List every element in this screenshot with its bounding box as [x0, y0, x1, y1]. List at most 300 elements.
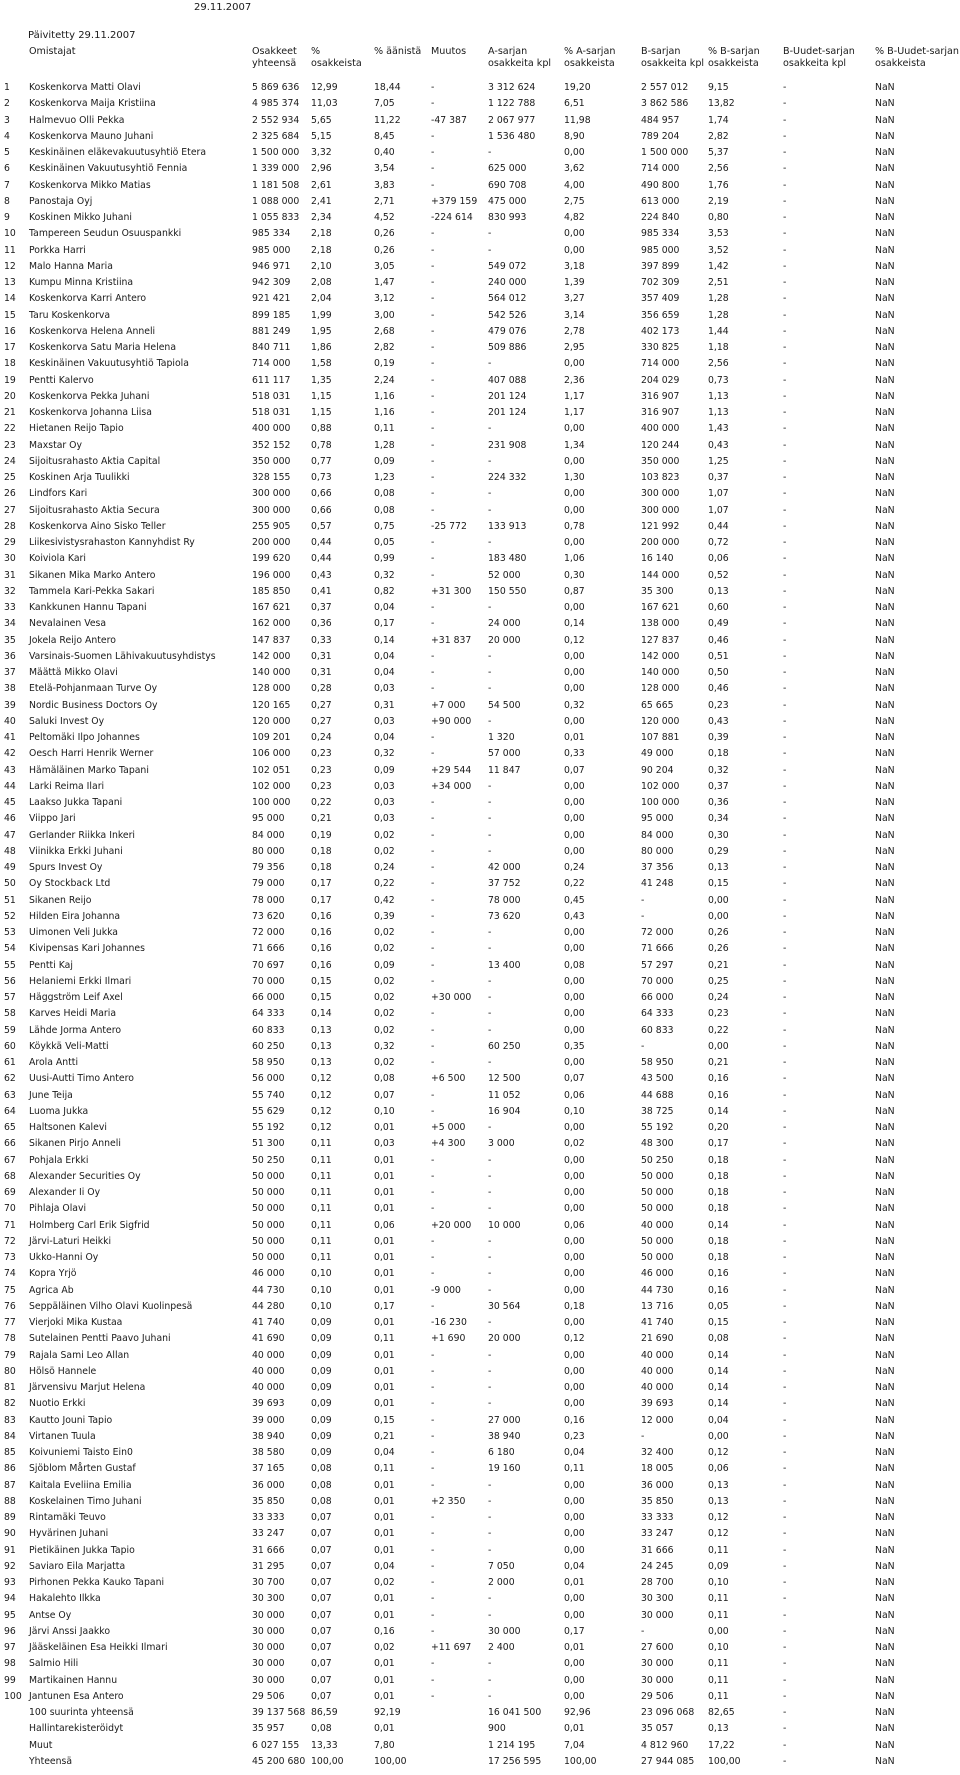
- cell-change: -: [431, 1024, 435, 1036]
- cell-b-new-shares: -: [783, 1187, 787, 1198]
- cell-pct-b-shares: 0,11: [708, 1544, 729, 1556]
- cell-pct-votes: 0,03: [374, 813, 395, 825]
- cell-pct-a-shares: 0,00: [564, 1170, 585, 1182]
- cell-pct-a-shares: 1,34: [564, 439, 585, 451]
- cell-pct-b-new-shares: NaN: [875, 423, 895, 435]
- cell-pct-a-shares: 0,00: [564, 1609, 585, 1621]
- cell-b-new-shares: -: [783, 764, 787, 776]
- cell-pct-b-shares: 0,14: [708, 1382, 729, 1393]
- cell-pct-votes: 0,02: [374, 829, 395, 841]
- cell-a-shares: -: [488, 992, 492, 1003]
- cell-pct-shares: 0,18: [311, 862, 332, 873]
- table-row: [0, 1526, 960, 1542]
- cell-b-shares: 41 248: [641, 878, 674, 890]
- cell-owner-name: Laakso Jukka Tapani: [29, 797, 123, 808]
- cell-change: -: [431, 813, 435, 825]
- cell-b-new-shares: -: [783, 992, 787, 1003]
- cell-rank: 48: [4, 845, 16, 857]
- cell-b-new-shares: -: [783, 1690, 787, 1702]
- table-row: [0, 1705, 960, 1721]
- cell-shares-total: 102 000: [252, 780, 291, 792]
- cell-b-new-shares: -: [783, 1268, 787, 1280]
- cell-pct-a-shares: 0,00: [564, 1398, 585, 1410]
- cell-pct-b-shares: 0,30: [708, 829, 729, 841]
- cell-rank: 12: [4, 260, 16, 272]
- cell-shares-total: 30 000: [252, 1642, 285, 1653]
- cell-shares-total: 1 088 000: [252, 195, 300, 207]
- cell-pct-a-shares: 0,00: [564, 1057, 585, 1068]
- cell-shares-total: 881 249: [252, 325, 291, 337]
- cell-owner-name: Virtanen Tuula: [29, 1430, 96, 1442]
- cell-pct-b-shares: 100,00: [708, 1755, 741, 1767]
- cell-owner-name: Sjöblom Mårten Gustaf: [29, 1463, 136, 1475]
- cell-a-shares: 690 708: [488, 179, 527, 191]
- cell-owner-name: Hakalehto Ilkka: [29, 1593, 101, 1605]
- cell-pct-votes: 11,22: [374, 114, 401, 126]
- cell-pct-b-new-shares: NaN: [875, 1268, 895, 1280]
- cell-pct-shares: 0,13: [311, 1040, 332, 1052]
- cell-b-shares: 50 000: [641, 1187, 674, 1198]
- cell-pct-votes: 0,03: [374, 1138, 395, 1150]
- cell-shares-total: 70 697: [252, 959, 285, 971]
- cell-pct-shares: 0,09: [311, 1430, 332, 1442]
- cell-owner-name: Saviaro Eila Marjatta: [29, 1560, 126, 1572]
- cell-pct-b-shares: 0,13: [708, 1723, 729, 1735]
- cell-b-shares: 2 557 012: [641, 82, 689, 93]
- table-row: [0, 795, 960, 811]
- cell-pct-b-new-shares: NaN: [875, 667, 895, 678]
- table-row: [0, 1478, 960, 1494]
- cell-b-shares: 120 000: [641, 715, 680, 727]
- cell-pct-a-shares: 0,00: [564, 1495, 585, 1507]
- cell-change: -: [431, 1577, 435, 1588]
- cell-a-shares: 2 000: [488, 1577, 515, 1588]
- cell-pct-b-shares: 0,12: [708, 1512, 729, 1523]
- cell-pct-b-shares: 0,32: [708, 764, 729, 776]
- cell-pct-a-shares: 0,04: [564, 1447, 585, 1458]
- cell-change: -: [431, 1593, 435, 1605]
- cell-a-shares: -: [488, 813, 492, 825]
- cell-pct-votes: 0,04: [374, 732, 395, 743]
- cell-pct-b-shares: 0,49: [708, 618, 729, 630]
- cell-b-shares: 71 666: [641, 943, 674, 955]
- cell-rank: 13: [4, 277, 16, 288]
- cell-pct-votes: 0,40: [374, 147, 395, 158]
- table-row: [0, 405, 960, 421]
- table-row: [0, 1120, 960, 1136]
- cell-owner-name: Nevalainen Vesa: [29, 618, 107, 630]
- cell-b-shares: 36 000: [641, 1479, 674, 1491]
- cell-shares-total: 5 869 636: [252, 82, 300, 93]
- cell-pct-b-shares: 0,52: [708, 569, 729, 581]
- cell-pct-b-shares: 0,23: [708, 1008, 729, 1020]
- cell-rank: 34: [4, 618, 16, 630]
- cell-a-shares: -: [488, 1398, 492, 1410]
- cell-change: -: [431, 504, 435, 516]
- cell-pct-a-shares: 0,00: [564, 537, 585, 548]
- cell-a-shares: 20 000: [488, 634, 521, 646]
- cell-pct-votes: 3,83: [374, 179, 395, 191]
- table-row: [0, 1559, 960, 1575]
- cell-pct-a-shares: 0,07: [564, 764, 585, 776]
- table-row: [0, 340, 960, 356]
- cell-pct-votes: 0,01: [374, 1398, 395, 1410]
- cell-b-shares: 4 812 960: [641, 1739, 689, 1751]
- cell-b-shares: 3 862 586: [641, 98, 689, 110]
- cell-b-new-shares: -: [783, 358, 787, 370]
- cell-b-new-shares: -: [783, 342, 787, 353]
- cell-shares-total: 64 333: [252, 1008, 285, 1020]
- cell-pct-shares: 0,10: [311, 1268, 332, 1280]
- cell-b-shares: 13 716: [641, 1300, 674, 1312]
- cell-pct-b-shares: 0,11: [708, 1658, 729, 1670]
- cell-pct-shares: 0,22: [311, 797, 332, 808]
- cell-b-new-shares: -: [783, 1235, 787, 1247]
- cell-shares-total: 199 620: [252, 553, 291, 565]
- cell-pct-shares: 2,18: [311, 244, 332, 256]
- cell-pct-a-shares: 0,12: [564, 634, 585, 646]
- cell-shares-total: 45 200 680: [252, 1755, 306, 1767]
- cell-pct-b-shares: 0,46: [708, 683, 729, 695]
- cell-pct-votes: 0,10: [374, 1105, 395, 1117]
- cell-a-shares: -: [488, 1382, 492, 1393]
- cell-rank: 99: [4, 1674, 16, 1686]
- cell-pct-a-shares: 0,00: [564, 1382, 585, 1393]
- cell-change: -: [431, 1089, 435, 1101]
- cell-rank: 54: [4, 943, 16, 955]
- table-row: [0, 1591, 960, 1607]
- cell-pct-a-shares: 6,51: [564, 98, 585, 110]
- cell-b-shares: 144 000: [641, 569, 680, 581]
- cell-pct-a-shares: 0,00: [564, 667, 585, 678]
- cell-pct-b-new-shares: NaN: [875, 1187, 895, 1198]
- table-row: [0, 698, 960, 714]
- cell-b-new-shares: -: [783, 504, 787, 516]
- cell-b-shares: 58 950: [641, 1057, 674, 1068]
- cell-pct-votes: 0,03: [374, 797, 395, 808]
- table-row: [0, 1396, 960, 1412]
- cell-pct-shares: 0,23: [311, 780, 332, 792]
- cell-pct-a-shares: 0,43: [564, 910, 585, 922]
- cell-pct-b-shares: 5,37: [708, 147, 729, 158]
- cell-pct-shares: 0,08: [311, 1723, 332, 1735]
- cell-owner-name: Maxstar Oy: [29, 439, 83, 451]
- cell-rank: 30: [4, 553, 16, 565]
- cell-shares-total: 120 000: [252, 715, 291, 727]
- cell-b-shares: 46 000: [641, 1268, 674, 1280]
- cell-owner-name: Pentti Kalervo: [29, 374, 94, 386]
- cell-a-shares: 2 400: [488, 1642, 515, 1653]
- cell-owner-name: Kopra Yrjö: [29, 1268, 77, 1280]
- cell-change: -47 387: [431, 114, 467, 126]
- cell-shares-total: 39 137 568: [252, 1707, 306, 1718]
- cell-shares-total: 84 000: [252, 829, 285, 841]
- cell-pct-votes: 0,16: [374, 1625, 395, 1637]
- table-row: [0, 291, 960, 307]
- cell-change: -: [431, 277, 435, 288]
- cell-pct-votes: 0,06: [374, 1219, 395, 1231]
- table-row: [0, 1055, 960, 1071]
- table-row: [0, 1429, 960, 1445]
- cell-pct-votes: 0,04: [374, 1560, 395, 1572]
- cell-pct-b-shares: 0,00: [708, 894, 729, 906]
- cell-pct-b-new-shares: NaN: [875, 163, 895, 175]
- cell-rank: 87: [4, 1479, 16, 1491]
- cell-a-shares: -: [488, 1024, 492, 1036]
- cell-shares-total: 300 000: [252, 488, 291, 500]
- cell-b-shares: 30 000: [641, 1609, 674, 1621]
- cell-pct-b-new-shares: NaN: [875, 748, 895, 760]
- cell-pct-votes: 0,01: [374, 1593, 395, 1605]
- cell-b-new-shares: -: [783, 1398, 787, 1410]
- cell-b-shares: 24 245: [641, 1560, 674, 1572]
- cell-pct-a-shares: 0,11: [564, 1463, 585, 1475]
- cell-b-shares: 300 000: [641, 504, 680, 516]
- cell-a-shares: 38 940: [488, 1430, 521, 1442]
- cell-owner-name: Koskenkorva Mauno Juhani: [29, 130, 154, 142]
- cell-rank: 62: [4, 1073, 16, 1085]
- cell-b-new-shares: -: [783, 959, 787, 971]
- cell-shares-total: 58 950: [252, 1057, 285, 1068]
- cell-change: -: [431, 1544, 435, 1556]
- cell-pct-shares: 0,07: [311, 1674, 332, 1686]
- cell-owner-name: Koskenkorva Karri Antero: [29, 293, 147, 305]
- cell-pct-a-shares: 0,00: [564, 845, 585, 857]
- cell-pct-a-shares: 0,06: [564, 1089, 585, 1101]
- cell-shares-total: 142 000: [252, 650, 291, 662]
- cell-pct-a-shares: 0,00: [564, 1284, 585, 1296]
- cell-b-new-shares: -: [783, 114, 787, 126]
- cell-rank: 81: [4, 1382, 16, 1393]
- table-row: [0, 763, 960, 779]
- header-a-shares: A-sarjan osakkeita kpl: [488, 46, 552, 69]
- cell-shares-total: 255 905: [252, 520, 291, 532]
- cell-pct-shares: 0,07: [311, 1528, 332, 1540]
- table-row: [0, 113, 960, 129]
- cell-b-new-shares: -: [783, 195, 787, 207]
- cell-pct-a-shares: 0,00: [564, 1690, 585, 1702]
- table-row: [0, 633, 960, 649]
- cell-shares-total: 50 000: [252, 1187, 285, 1198]
- cell-owner-name: Vierjoki Mika Kustaa: [29, 1317, 123, 1328]
- cell-owner-name: Hyvärinen Juhani: [29, 1528, 109, 1540]
- cell-change: -: [431, 1252, 435, 1263]
- cell-b-new-shares: -: [783, 699, 787, 711]
- report-date: 29.11.2007: [194, 2, 252, 13]
- cell-a-shares: -: [488, 683, 492, 695]
- cell-pct-b-new-shares: NaN: [875, 813, 895, 825]
- cell-pct-votes: 0,01: [374, 1365, 395, 1377]
- cell-pct-b-new-shares: NaN: [875, 455, 895, 467]
- cell-a-shares: 133 913: [488, 520, 527, 532]
- cell-shares-total: 38 940: [252, 1430, 285, 1442]
- cell-b-new-shares: -: [783, 1089, 787, 1101]
- cell-pct-b-new-shares: NaN: [875, 1658, 895, 1670]
- cell-shares-total: 60 833: [252, 1024, 285, 1036]
- cell-pct-b-new-shares: NaN: [875, 602, 895, 613]
- cell-b-shares: 50 000: [641, 1170, 674, 1182]
- cell-pct-b-shares: 0,21: [708, 959, 729, 971]
- cell-owner-name: Antse Oy: [29, 1609, 72, 1621]
- cell-pct-a-shares: 3,62: [564, 163, 585, 175]
- cell-change: +20 000: [431, 1219, 472, 1231]
- cell-shares-total: 1 055 833: [252, 212, 300, 223]
- cell-b-new-shares: -: [783, 1625, 787, 1637]
- cell-pct-votes: 0,01: [374, 1512, 395, 1523]
- cell-pct-b-new-shares: NaN: [875, 1479, 895, 1491]
- cell-owner-name: Halmevuo Olli Pekka: [29, 114, 125, 126]
- header-pct-a-shares: % A-sarjan osakkeista: [564, 46, 616, 69]
- cell-pct-b-new-shares: NaN: [875, 1739, 895, 1751]
- cell-pct-a-shares: 0,00: [564, 1593, 585, 1605]
- cell-pct-a-shares: 3,18: [564, 260, 585, 272]
- cell-owner-name: Pirhonen Pekka Kauko Tapani: [29, 1577, 165, 1588]
- cell-shares-total: 196 000: [252, 569, 291, 581]
- cell-pct-shares: 0,16: [311, 927, 332, 938]
- cell-change: -: [431, 910, 435, 922]
- cell-a-shares: -: [488, 780, 492, 792]
- cell-a-shares: -: [488, 455, 492, 467]
- cell-shares-total: 70 000: [252, 975, 285, 987]
- cell-change: +1 690: [431, 1333, 466, 1345]
- cell-b-shares: 985 000: [641, 244, 680, 256]
- cell-b-new-shares: -: [783, 130, 787, 142]
- cell-pct-votes: 0,01: [374, 1122, 395, 1133]
- cell-b-shares: -: [641, 1625, 645, 1637]
- cell-pct-a-shares: 0,30: [564, 569, 585, 581]
- cell-change: -: [431, 1560, 435, 1572]
- cell-change: -25 772: [431, 520, 467, 532]
- cell-b-new-shares: -: [783, 1479, 787, 1491]
- cell-b-shares: 35 057: [641, 1723, 674, 1735]
- table-row: [0, 1738, 960, 1754]
- cell-rank: 82: [4, 1398, 16, 1410]
- cell-rank: 63: [4, 1089, 16, 1101]
- cell-pct-b-new-shares: NaN: [875, 1122, 895, 1133]
- cell-pct-shares: 0,31: [311, 650, 332, 662]
- cell-shares-total: 79 356: [252, 862, 285, 873]
- cell-a-shares: 17 256 595: [488, 1755, 542, 1767]
- cell-a-shares: 7 050: [488, 1560, 515, 1572]
- cell-b-shares: 30 000: [641, 1674, 674, 1686]
- cell-pct-b-shares: 0,13: [708, 862, 729, 873]
- cell-b-new-shares: -: [783, 1463, 787, 1475]
- cell-a-shares: 509 886: [488, 342, 527, 353]
- cell-pct-a-shares: 1,30: [564, 472, 585, 483]
- cell-rank: 42: [4, 748, 16, 760]
- table-row: [0, 990, 960, 1006]
- cell-change: -: [431, 390, 435, 402]
- cell-pct-b-new-shares: NaN: [875, 829, 895, 841]
- cell-b-shares: 316 907: [641, 390, 680, 402]
- table-row: [0, 129, 960, 145]
- cell-b-shares: 49 000: [641, 748, 674, 760]
- cell-pct-b-new-shares: NaN: [875, 959, 895, 971]
- cell-pct-shares: 0,11: [311, 1203, 332, 1215]
- cell-b-shares: -: [641, 894, 645, 906]
- cell-pct-votes: 0,02: [374, 1642, 395, 1653]
- cell-b-shares: 72 000: [641, 927, 674, 938]
- table-row: [0, 486, 960, 502]
- cell-owner-name: Viippo Jari: [29, 813, 76, 825]
- cell-pct-a-shares: 1,06: [564, 553, 585, 565]
- cell-pct-shares: 0,11: [311, 1235, 332, 1247]
- cell-pct-b-shares: 0,00: [708, 910, 729, 922]
- cell-b-new-shares: -: [783, 439, 787, 451]
- cell-b-shares: 16 140: [641, 553, 674, 565]
- cell-pct-b-new-shares: NaN: [875, 82, 895, 93]
- cell-b-shares: 40 000: [641, 1382, 674, 1393]
- table-row: [0, 145, 960, 161]
- cell-b-new-shares: -: [783, 829, 787, 841]
- cell-a-shares: -: [488, 423, 492, 435]
- cell-owner-name: Keskinäinen Vakuutusyhtiö Tapiola: [29, 358, 189, 370]
- cell-a-shares: 27 000: [488, 1414, 521, 1426]
- header-pct-votes: % äänistä: [374, 46, 422, 57]
- cell-owner-name: Liikesivistysrahaston Kannyhdist Ry: [29, 537, 195, 548]
- cell-pct-a-shares: 11,98: [564, 114, 591, 126]
- table-row: [0, 1250, 960, 1266]
- cell-pct-a-shares: 0,00: [564, 1658, 585, 1670]
- cell-shares-total: 400 000: [252, 423, 291, 435]
- cell-pct-b-new-shares: NaN: [875, 1642, 895, 1653]
- cell-pct-shares: 0,19: [311, 829, 332, 841]
- cell-a-shares: -: [488, 488, 492, 500]
- cell-a-shares: 16 041 500: [488, 1707, 542, 1718]
- cell-a-shares: 19 160: [488, 1463, 521, 1475]
- table-row: [0, 324, 960, 340]
- cell-pct-b-shares: 1,42: [708, 260, 729, 272]
- cell-pct-votes: 0,03: [374, 683, 395, 695]
- cell-b-new-shares: -: [783, 472, 787, 483]
- cell-b-new-shares: -: [783, 650, 787, 662]
- cell-owner-name: Koskenkorva Matti Olavi: [29, 82, 141, 93]
- cell-b-new-shares: -: [783, 1365, 787, 1377]
- cell-b-shares: 127 837: [641, 634, 680, 646]
- cell-b-shares: 200 000: [641, 537, 680, 548]
- cell-pct-votes: 0,02: [374, 1024, 395, 1036]
- cell-pct-b-new-shares: NaN: [875, 634, 895, 646]
- cell-pct-votes: 0,05: [374, 537, 395, 548]
- cell-pct-shares: 5,65: [311, 114, 332, 126]
- cell-shares-total: 39 000: [252, 1414, 285, 1426]
- cell-owner-name: Ukko-Hanni Oy: [29, 1252, 99, 1263]
- cell-rank: 61: [4, 1057, 16, 1068]
- cell-a-shares: 11 847: [488, 764, 521, 776]
- cell-pct-shares: 0,12: [311, 1089, 332, 1101]
- cell-pct-votes: 0,11: [374, 1333, 395, 1345]
- cell-change: -: [431, 325, 435, 337]
- cell-owner-name: Määttä Mikko Olavi: [29, 667, 118, 678]
- cell-pct-b-shares: 0,16: [708, 1073, 729, 1085]
- cell-pct-shares: 0,18: [311, 845, 332, 857]
- cell-shares-total: 100 000: [252, 797, 291, 808]
- cell-shares-total: 167 621: [252, 602, 291, 613]
- cell-b-shares: 1 500 000: [641, 147, 689, 158]
- cell-b-shares: 29 506: [641, 1690, 674, 1702]
- cell-pct-shares: 3,32: [311, 147, 332, 158]
- cell-pct-b-shares: 0,11: [708, 1609, 729, 1621]
- cell-rank: 5: [4, 147, 10, 158]
- cell-a-shares: -: [488, 1284, 492, 1296]
- cell-a-shares: 60 250: [488, 1040, 521, 1052]
- cell-a-shares: -: [488, 1690, 492, 1702]
- cell-b-new-shares: -: [783, 212, 787, 223]
- cell-pct-shares: 0,07: [311, 1642, 332, 1653]
- cell-pct-shares: 11,03: [311, 98, 338, 110]
- cell-rank: 9: [4, 212, 10, 223]
- cell-rank: 71: [4, 1219, 16, 1231]
